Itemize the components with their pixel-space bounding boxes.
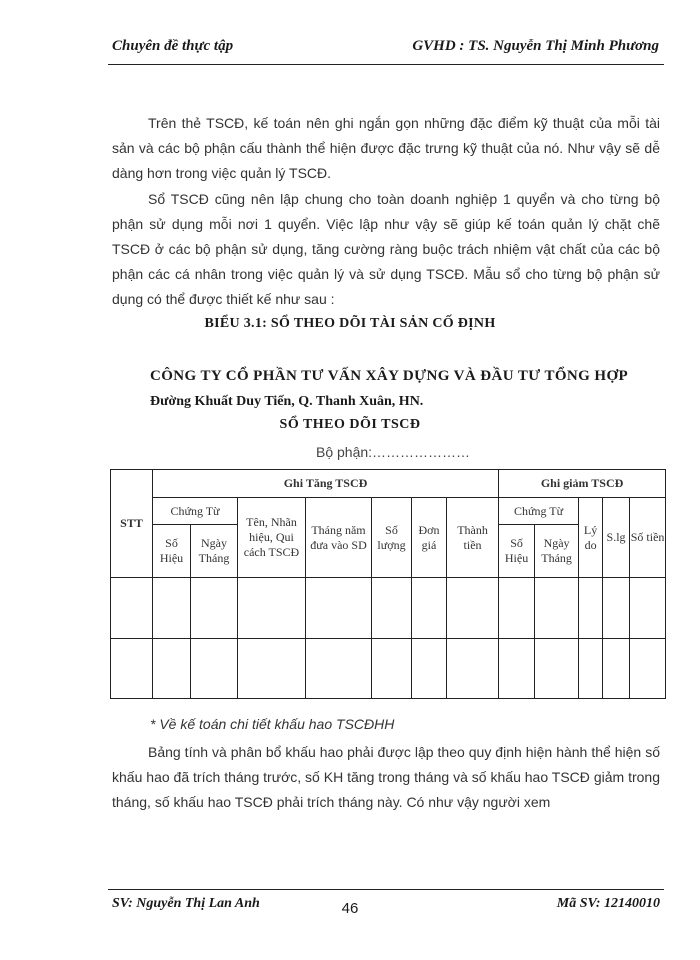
table-caption: BIỂU 3.1: SỔ THEO DÕI TÀI SẢN CỐ ĐỊNH	[204, 316, 496, 331]
col-so-hieu-giam: Số Hiệu	[499, 525, 535, 578]
col-chung-tu-giam: Chứng Từ	[499, 498, 579, 525]
paragraph-3: Bảng tính và phân bổ khấu hao phải được lập theo quy định hiện hành thể hiện số khấu hao đã trích tháng trước, số KH tăng trong tháng và số khấu hao TSCĐ giảm trong tháng, số khấu hao TSCĐ phải trích tháng này. Có như vậy người xem	[112, 744, 660, 810]
table-row	[111, 639, 666, 699]
company-name: CÔNG TY CỔ PHẦN TƯ VẤN XÂY DỰNG VÀ ĐẦU TƯ TỔNG HỢP	[150, 368, 629, 384]
paragraph-1: Trên thẻ TSCĐ, kế toán nên ghi ngắn gọn những đặc điểm kỹ thuật của mỗi tài sản và các bộ phận cấu thành thể hiện được đặc trưng kỹ thuật của nó. Như vậy sẽ dễ dàng hơn trong việc quản lý TSCĐ.	[112, 115, 660, 181]
col-ly-do: Lý do	[579, 498, 603, 578]
col-ten-nhan-hieu: Tên, Nhãn hiệu, Qui cách TSCĐ	[238, 498, 306, 578]
col-ngay-thang: Ngày Tháng	[191, 525, 238, 578]
col-don-gia: Đơn giá	[412, 498, 447, 578]
header-rule	[108, 64, 664, 65]
col-thanh-tien: Thành tiền	[447, 498, 499, 578]
col-so-hieu: Số Hiệu	[153, 525, 191, 578]
group-ghi-giam: Ghi giảm TSCĐ	[499, 470, 666, 498]
ledger-title: SỔ THEO DÕI TSCĐ	[279, 417, 421, 432]
depreciation-heading: * Về kế toán chi tiết khấu hao TSCĐHH	[150, 716, 395, 732]
header-subject: Chuyên đề thực tập	[112, 38, 234, 54]
col-chung-tu: Chứng Từ	[153, 498, 238, 525]
asset-ledger-table	[110, 469, 666, 699]
page-header	[0, 38, 700, 64]
paragraph-2: Sổ TSCĐ cũng nên lập chung cho toàn doanh nghiệp 1 quyển và cho từng bộ phận sử dụng mỗi nơi 1 quyển. Việc lập như vậy sẽ giúp kế toán quản lý chặt chẽ TSCĐ ở các bộ phận sử dụng, tăng cường ràng buộc trách nhiệm vật chất của các bộ phận các cá nhân trong việc quản lý và sử dụng TSCĐ. Mẫu sổ cho từng bộ phận sử dụng có thể được thiết kế như sau :	[112, 191, 660, 307]
footer-student: SV: Nguyễn Thị Lan Anh	[112, 896, 260, 911]
col-ngay-thang-giam: Ngày Tháng	[535, 525, 579, 578]
col-so-luong: Số lượng	[372, 498, 412, 578]
header-supervisor: GVHD : TS. Nguyễn Thị Minh Phương	[412, 38, 659, 54]
col-s-lg: S.lg	[603, 498, 630, 578]
page-number: 46	[341, 900, 359, 917]
col-so-tien: Số tiền	[630, 498, 666, 578]
col-stt: STT	[111, 470, 153, 578]
company-address: Đường Khuất Duy Tiến, Q. Thanh Xuân, HN.	[150, 394, 424, 409]
col-thang-nam: Tháng năm đưa vào SD	[306, 498, 372, 578]
department-field: Bộ phận:…………………	[316, 444, 471, 460]
footer-student-id: Mã SV: 12140010	[556, 896, 660, 911]
group-ghi-tang: Ghi Tăng TSCĐ	[153, 470, 499, 498]
footer-rule	[108, 889, 664, 890]
table-row	[111, 578, 666, 639]
